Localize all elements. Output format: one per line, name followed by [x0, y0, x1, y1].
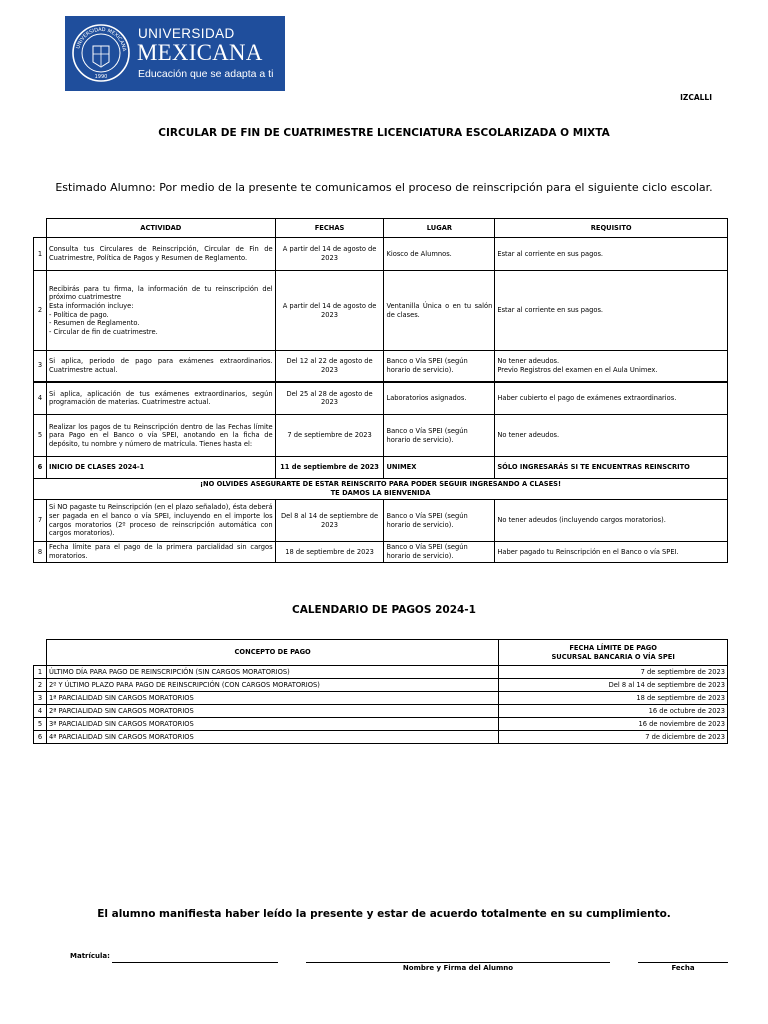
activity-cell: INICIO DE CLASES 2024-1: [46, 457, 275, 479]
logo-name: MEXICANA: [137, 40, 263, 65]
payment-calendar-table: [33, 639, 728, 744]
header-fechas: FECHAS: [275, 219, 384, 238]
table-row-highlight: [34, 457, 728, 479]
header-fecha-limite: [499, 640, 728, 666]
place-cell: Banco o Vía SPEI (según horario de servicio).: [384, 351, 495, 382]
activity-cell: Realizar los pagos de tu Reinscripción dentro de las Fechas límite para Pago en el Banco o vía SPEI, anotando en la ficha de depósito, tu nombre y número de matrícula. Tienes hasta el:: [46, 415, 275, 457]
requirement-cell: Estar al corriente en sus pagos.: [495, 238, 728, 271]
table-row: [34, 679, 728, 692]
place-cell: Banco o Vía SPEI (según horario de servicio).: [384, 500, 495, 542]
date-cell: 16 de noviembre de 2023: [499, 718, 728, 731]
row-number: 4: [34, 705, 47, 718]
date-cell: 18 de septiembre de 2023: [499, 692, 728, 705]
table-row: [34, 271, 728, 351]
header-actividad: ACTIVIDAD: [46, 219, 275, 238]
logo-university-word: UNIVERSIDAD: [138, 26, 235, 41]
requirement-line: Previo Registros del examen en el Aula Unimex.: [497, 365, 658, 374]
activity-cell: Si aplica, periodo de pago para exámenes extraordinarios. Cuatrimestre actual.: [46, 351, 275, 382]
signature-label: Nombre y Firma del Alumno: [402, 964, 514, 972]
place-cell: Banco o Vía SPEI (según horario de servicio).: [384, 415, 495, 457]
campus-name: IZCALLI: [680, 93, 712, 102]
concept-cell: 4ª PARCIALIDAD SIN CARGOS MORATORIOS: [46, 731, 498, 744]
date-cell: 7 de diciembre de 2023: [499, 731, 728, 744]
place-cell: Kiosco de Alumnos.: [384, 238, 495, 271]
table-header-row: [34, 640, 728, 666]
row-number: 6: [34, 457, 47, 479]
activity-line: - Política de pago.: [48, 310, 109, 319]
seal-year: 1990: [94, 74, 108, 80]
header-line: SUCURSAL BANCARIA O VÍA SPEI: [551, 652, 675, 661]
concept-cell: 2ª PARCIALIDAD SIN CARGOS MORATORIOS: [46, 705, 498, 718]
requirement-cell: Estar al corriente en sus pagos.: [495, 271, 728, 351]
row-number: 2: [34, 271, 47, 351]
concept-cell: ÚLTIMO DÍA PARA PAGO DE REINSCRIPCIÓN (SIN CARGOS MORATORIOS): [46, 666, 498, 679]
activity-cell: [46, 271, 275, 351]
row-number: 2: [34, 679, 47, 692]
concept-cell: 2º Y ÚLTIMO PLAZO PARA PAGO DE REINSCRIPCIÓN (CON CARGOS MORATORIOS): [46, 679, 498, 692]
dates-cell: Del 8 al 14 de septiembre de 2023: [275, 500, 384, 542]
activity-cell: Si aplica, aplicación de tus exámenes extraordinarios, según programación de materias. Cuatrimestre actual.: [46, 382, 275, 415]
agreement-statement: El alumno manifiesta haber leído la presente y estar de acuerdo totalmente en su cumplimiento.: [97, 908, 671, 920]
signature-line: [306, 962, 610, 963]
table-row: [34, 500, 728, 542]
dates-cell: A partir del 14 de agosto de 2023: [275, 238, 384, 271]
table-row: [34, 542, 728, 563]
logo-slogan: Educación que se adapta a ti: [138, 68, 274, 80]
date-cell: 16 de octubre de 2023: [499, 705, 728, 718]
notice-line: TE DAMOS LA BIENVENIDA: [330, 489, 431, 497]
requirement-cell: No tener adeudos (incluyendo cargos moratorios).: [495, 500, 728, 542]
concept-cell: 3ª PARCIALIDAD SIN CARGOS MORATORIOS: [46, 718, 498, 731]
table-row: [34, 415, 728, 457]
header-requisito: REQUISITO: [495, 219, 728, 238]
date-label: Fecha: [671, 964, 695, 972]
matricula-line: [112, 962, 278, 963]
row-number: 8: [34, 542, 47, 563]
table-row: [34, 238, 728, 271]
header-line: FECHA LÍMITE DE PAGO: [569, 643, 657, 652]
notice-line: ¡NO OLVIDES ASEGURARTE DE ESTAR REINSCRITO PARA PODER SEGUIR INGRESANDO A CLASES!: [199, 480, 562, 489]
place-cell: UNIMEX: [384, 457, 495, 479]
notice-cell: [34, 479, 728, 500]
row-number: 5: [34, 415, 47, 457]
row-number: 5: [34, 718, 47, 731]
table-row: [34, 731, 728, 744]
table-row: [34, 705, 728, 718]
row-number: 1: [34, 238, 47, 271]
table-row: [34, 382, 728, 415]
requirement-cell: Haber pagado tu Reinscripción en el Banco o vía SPEI.: [495, 542, 728, 563]
requirement-cell: Haber cubierto el pago de exámenes extraordinarios.: [495, 382, 728, 415]
activity-cell: Fecha límite para el pago de la primera parcialidad sin cargos moratorios.: [46, 542, 275, 563]
activity-cell: Si NO pagaste tu Reinscripción (en el plazo señalado), ésta deberá ser pagada en el banco o vía SPEI, incluyendo en el importe los cargos moratorios (2º proceso de reinscripción automática con cargos moratorios).: [46, 500, 275, 542]
dates-cell: A partir del 14 de agosto de 2023: [275, 271, 384, 351]
requirement-cell: [495, 351, 728, 382]
requirement-line: No tener adeudos.: [497, 357, 560, 366]
notice-row: [34, 479, 728, 500]
university-logo: [65, 16, 285, 91]
dates-cell: 7 de septiembre de 2023: [275, 415, 384, 457]
requirement-cell: SÓLO INGRESARÁS SI TE ENCUENTRAS REINSCRITO: [495, 457, 728, 479]
dates-cell: 11 de septiembre de 2023: [275, 457, 384, 479]
row-number: 6: [34, 731, 47, 744]
date-line: [638, 962, 728, 963]
table-row: [34, 666, 728, 679]
matricula-label: Matrícula:: [70, 952, 110, 960]
place-cell: Banco o Vía SPEI (según horario de servicio).: [384, 542, 495, 563]
activity-line: - Resumen de Reglamento.: [48, 319, 140, 328]
header-lugar: LUGAR: [384, 219, 495, 238]
row-number: 1: [34, 666, 47, 679]
row-number: 4: [34, 382, 47, 415]
date-cell: 7 de septiembre de 2023: [499, 666, 728, 679]
seal-text: UNIVERSIDAD MEXICANA: [75, 26, 127, 52]
table-row: [34, 351, 728, 382]
calendar-title: CALENDARIO DE PAGOS 2024-1: [292, 604, 476, 616]
row-number: 7: [34, 500, 47, 542]
activities-table: [33, 218, 728, 563]
place-cell: Ventanilla Única o en tu salón de clases.: [384, 271, 495, 351]
activity-intro: Recibirás para tu firma, la información de tu reinscripción del próximo cuatrimestre: [48, 284, 273, 302]
dates-cell: 18 de septiembre de 2023: [275, 542, 384, 563]
table-row: [34, 718, 728, 731]
dates-cell: Del 12 al 22 de agosto de 2023: [275, 351, 384, 382]
table-header-row: [34, 219, 728, 238]
header-concepto: CONCEPTO DE PAGO: [46, 640, 498, 666]
place-cell: Laboratorios asignados.: [384, 382, 495, 415]
date-cell: Del 8 al 14 de septiembre de 2023: [499, 679, 728, 692]
intro-text: Estimado Alumno: Por medio de la presente te comunicamos el proceso de reinscripción para el siguiente ciclo escolar.: [55, 181, 713, 194]
university-seal-icon: [71, 22, 131, 84]
row-number: 3: [34, 692, 47, 705]
activity-cell: Consulta tus Circulares de Reinscripción, Circular de Fin de Cuatrimestre, Política de Pagos y Resumen de Reglamento.: [46, 238, 275, 271]
dates-cell: Del 25 al 28 de agosto de 2023: [275, 382, 384, 415]
activity-line: - Circular de fin de cuatrimestre.: [48, 327, 158, 336]
concept-cell: 1ª PARCIALIDAD SIN CARGOS MORATORIOS: [46, 692, 498, 705]
activity-line: Esta información incluye:: [48, 301, 134, 310]
requirement-cell: No tener adeudos.: [495, 415, 728, 457]
document-title: CIRCULAR DE FIN DE CUATRIMESTRE LICENCIATURA ESCOLARIZADA O MIXTA: [158, 127, 610, 139]
table-row: [34, 692, 728, 705]
row-number: 3: [34, 351, 47, 382]
